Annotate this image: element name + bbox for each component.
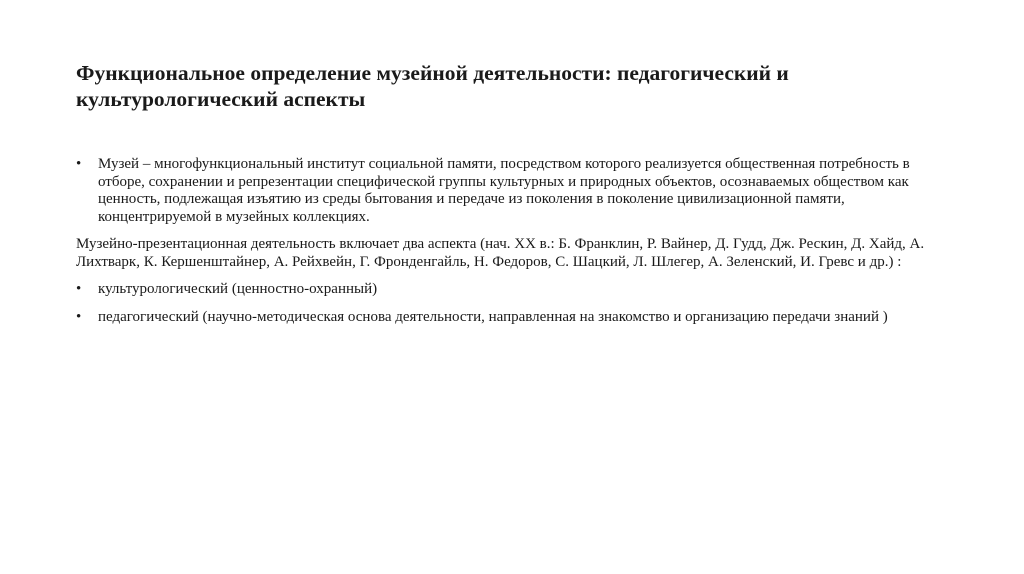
presentation-activity-paragraph: Музейно-презентационная деятельность включает два аспекта (нач. ХХ в.: Б. Франклин, Р. Вайнер, Д. Гудд, Дж. Рескин, Д. Хайд, А. Лихтварк, К. Кершенштайнер, А. Рейхвейн, Г. Фронденгайль, Н. Федоров, С. Шацкий, Л. Шлегер, А. Зеленский, И. Гревс и др.) :: [76, 236, 925, 270]
museum-definition-text: Музей – многофункциональный институт социальной памяти, посредством которого реализуется общественная потребность в отборе, сохранении и репрезентации специфической группы культурных и природных объектов, осознаваемых обществом как ценность, подлежащая изъятию из среды бытования и передаче из поколения в поколение цивилизационной памяти, концентрируемой в музейных коллекциях.: [98, 156, 910, 225]
bullet-icon: •: [76, 281, 82, 297]
aspect-pedagogical-text: педагогический (научно-методическая основа деятельности, направленная на знакомство и организацию передачи знаний ): [98, 308, 888, 325]
bullet-icon: •: [76, 156, 82, 172]
aspect-cultural-text: культурологический (ценностно-охранный): [98, 281, 378, 297]
list-item-aspect-pedagogical: [76, 309, 956, 327]
slide-title: Функциональное определение музейной деятельности: педагогический и культурологический аспекты: [76, 61, 789, 111]
list-item-aspect-cultural: [76, 281, 956, 299]
bullet-icon: •: [76, 308, 82, 325]
slide-content: [76, 156, 956, 336]
list-item-museum-definition: [76, 156, 956, 226]
